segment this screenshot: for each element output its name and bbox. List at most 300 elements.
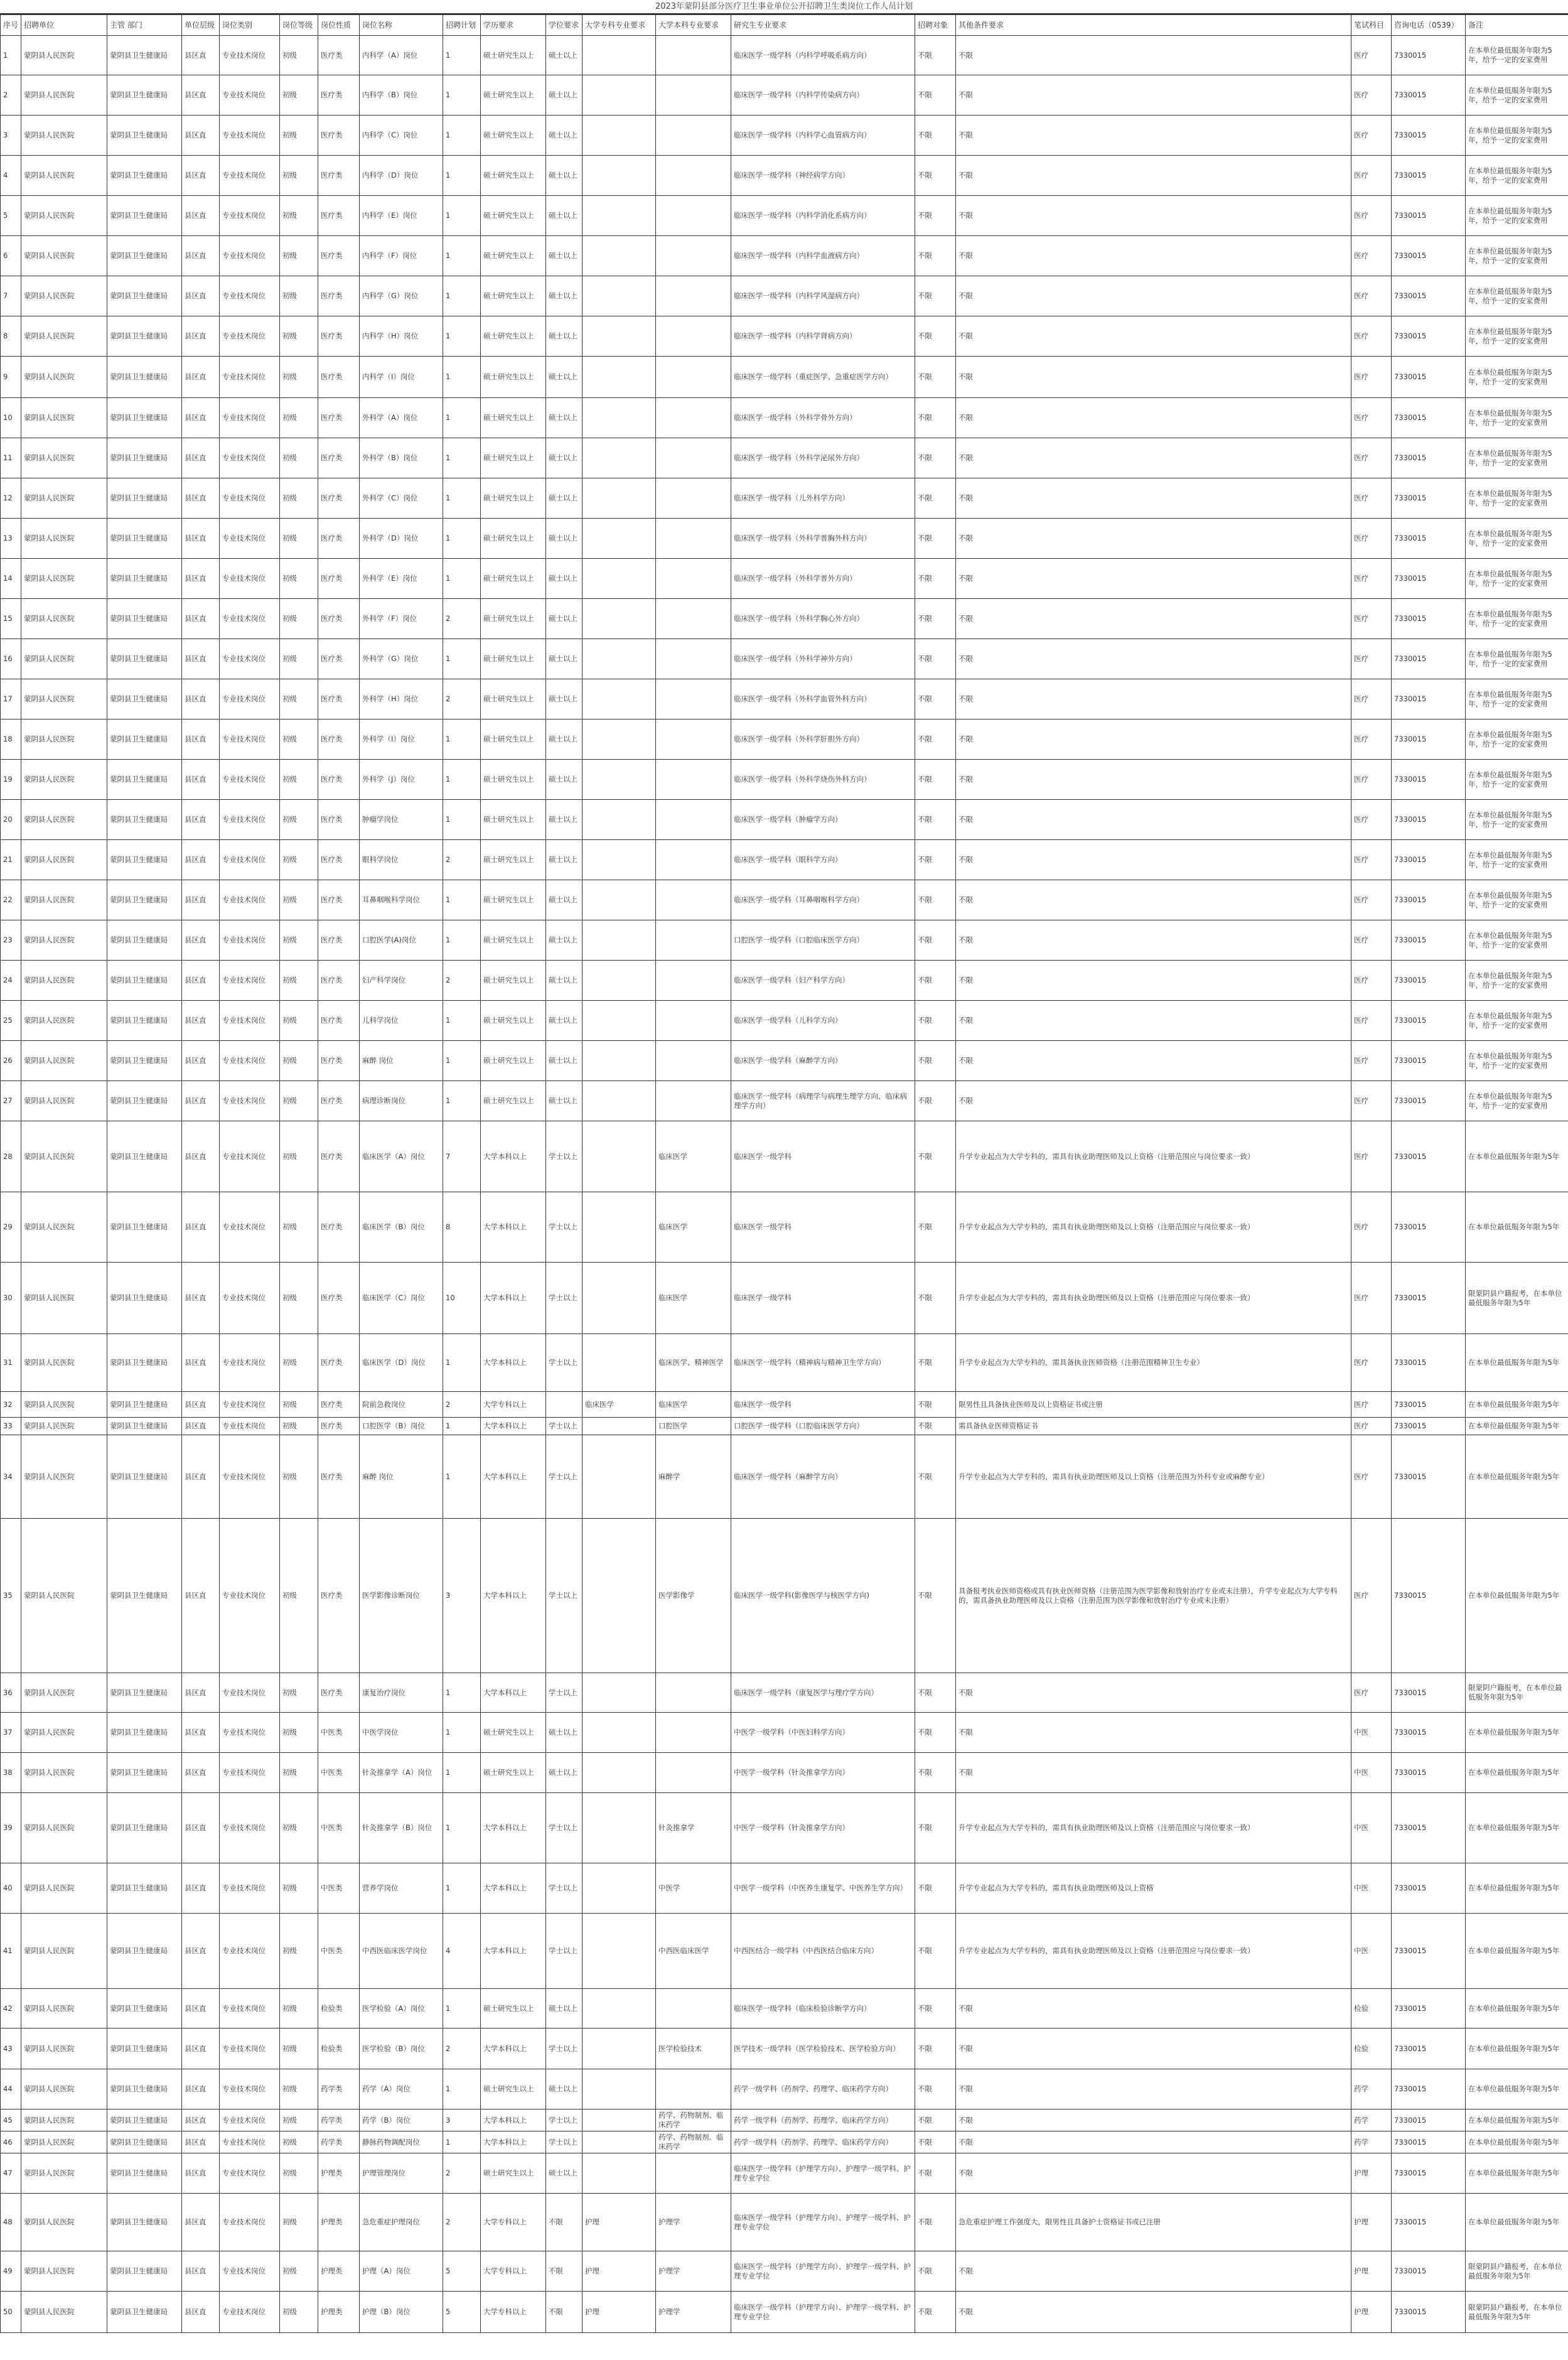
cell-college-major <box>583 1263 656 1334</box>
cell-remarks: 在本单位最低服务年限为5年，给予一定的安家费用 <box>1466 1041 1568 1081</box>
cell-post-nature: 医疗类 <box>318 196 360 236</box>
cell-unit: 蒙阴县人民医院 <box>21 1673 107 1713</box>
cell-post-category: 专业技术岗位 <box>220 1914 280 1989</box>
cell-unit: 蒙阴县人民医院 <box>21 2131 107 2153</box>
cell-index: 29 <box>1 1192 21 1263</box>
cell-post-nature: 医疗类 <box>318 719 360 760</box>
cell-education: 大学本科以上 <box>481 1263 546 1334</box>
cell-other-requirements: 不限 <box>956 1041 1351 1081</box>
cell-graduate-major: 临床医学一级学科（外科学胸心外方向） <box>731 599 915 639</box>
cell-post-grade: 初级 <box>280 2194 318 2251</box>
cell-post-category: 专业技术岗位 <box>220 1519 280 1673</box>
cell-remarks: 在本单位最低服务年限为5年 <box>1466 2153 1568 2194</box>
cell-plan-count: 10 <box>443 1263 481 1334</box>
cell-bachelor-major: 临床医学、精神医学 <box>656 1334 731 1392</box>
cell-remarks: 在本单位最低服务年限为5年，给予一定的安家费用 <box>1466 961 1568 1001</box>
cell-phone: 7330015 <box>1392 1713 1466 1753</box>
cell-unit: 蒙阴县人民医院 <box>21 1519 107 1673</box>
cell-exam-subject: 医疗 <box>1351 75 1392 116</box>
cell-other-requirements: 不限 <box>956 1081 1351 1121</box>
cell-plan-count: 1 <box>443 1041 481 1081</box>
cell-post-category: 专业技术岗位 <box>220 75 280 116</box>
cell-unit: 蒙阴县人民医院 <box>21 1392 107 1418</box>
cell-target: 不限 <box>915 1418 956 1435</box>
cell-post-name: 护理（B）岗位 <box>360 2292 443 2333</box>
cell-exam-subject: 医疗 <box>1351 1418 1392 1435</box>
cell-department: 蒙阴县卫生健康局 <box>107 1418 182 1435</box>
cell-college-major <box>583 1914 656 1989</box>
cell-remarks: 限蒙阴县户籍报考，在本单位最低服务年限为5年 <box>1466 2292 1568 2333</box>
cell-bachelor-major: 中医学 <box>656 1863 731 1914</box>
cell-post-nature: 医疗类 <box>318 1081 360 1121</box>
cell-post-nature: 医疗类 <box>318 559 360 599</box>
cell-degree: 硕士以上 <box>546 196 583 236</box>
cell-unit: 蒙阴县人民医院 <box>21 719 107 760</box>
cell-post-category: 专业技术岗位 <box>220 719 280 760</box>
table-row <box>1 1673 1568 1713</box>
cell-other-requirements: 不限 <box>956 316 1351 357</box>
cell-exam-subject: 医疗 <box>1351 1519 1392 1673</box>
cell-post-nature: 医疗类 <box>318 800 360 840</box>
cell-other-requirements: 不限 <box>956 236 1351 276</box>
table-row <box>1 880 1568 920</box>
cell-college-major <box>583 2029 656 2069</box>
cell-exam-subject: 医疗 <box>1351 760 1392 800</box>
header-exam-subject: 笔试科目 <box>1351 15 1392 36</box>
cell-exam-subject: 医疗 <box>1351 1041 1392 1081</box>
cell-unit: 蒙阴县人民医院 <box>21 519 107 559</box>
cell-phone: 7330015 <box>1392 2069 1466 2109</box>
cell-plan-count: 5 <box>443 2251 481 2292</box>
cell-phone: 7330015 <box>1392 559 1466 599</box>
cell-level: 县区直 <box>182 920 220 961</box>
cell-post-grade: 初级 <box>280 1001 318 1041</box>
cell-target: 不限 <box>915 1863 956 1914</box>
cell-post-name: 中医学岗位 <box>360 1713 443 1753</box>
table-row <box>1 961 1568 1001</box>
cell-bachelor-major: 中西医临床医学 <box>656 1914 731 1989</box>
cell-phone: 7330015 <box>1392 961 1466 1001</box>
cell-post-category: 专业技术岗位 <box>220 478 280 519</box>
cell-post-name: 内科学（E）岗位 <box>360 196 443 236</box>
cell-other-requirements: 具备报考执业医师资格或具有执业医师资格（注册范围为医学影像和放射治疗专业或未注册），升学专业起点为大学专科的，需具备执业助理医师及以上资格（注册范围为医学影像和放射治疗专业或未注册） <box>956 1519 1351 1673</box>
cell-post-nature: 医疗类 <box>318 880 360 920</box>
cell-target: 不限 <box>915 196 956 236</box>
cell-other-requirements: 不限 <box>956 478 1351 519</box>
cell-department: 蒙阴县卫生健康局 <box>107 276 182 316</box>
cell-post-category: 专业技术岗位 <box>220 236 280 276</box>
cell-remarks: 在本单位最低服务年限为5年 <box>1466 1753 1568 1793</box>
cell-post-name: 内科学（B）岗位 <box>360 75 443 116</box>
cell-post-name: 内科学（F）岗位 <box>360 236 443 276</box>
cell-target: 不限 <box>915 478 956 519</box>
table-row <box>1 1793 1568 1863</box>
cell-education: 硕士研究生以上 <box>481 1001 546 1041</box>
cell-unit: 蒙阴县人民医院 <box>21 1192 107 1263</box>
cell-post-nature: 医疗类 <box>318 438 360 478</box>
header-bachelor-major: 大学本科专业要求 <box>656 15 731 36</box>
cell-education: 硕士研究生以上 <box>481 236 546 276</box>
cell-post-name: 内科学（H）岗位 <box>360 316 443 357</box>
cell-target: 不限 <box>915 599 956 639</box>
cell-plan-count: 1 <box>443 1001 481 1041</box>
cell-post-name: 外科学（D）岗位 <box>360 519 443 559</box>
cell-bachelor-major <box>656 236 731 276</box>
cell-unit: 蒙阴县人民医院 <box>21 357 107 398</box>
cell-post-grade: 初级 <box>280 2251 318 2292</box>
cell-index: 5 <box>1 196 21 236</box>
cell-graduate-major: 临床医学一级学科(影像医学与核医学方向) <box>731 1519 915 1673</box>
cell-education: 硕士研究生以上 <box>481 760 546 800</box>
cell-college-major <box>583 1753 656 1793</box>
cell-department: 蒙阴县卫生健康局 <box>107 961 182 1001</box>
cell-college-major <box>583 559 656 599</box>
cell-level: 县区直 <box>182 1863 220 1914</box>
cell-education: 硕士研究生以上 <box>481 559 546 599</box>
cell-post-nature: 检验类 <box>318 1989 360 2029</box>
cell-bachelor-major <box>656 398 731 438</box>
cell-department: 蒙阴县卫生健康局 <box>107 2251 182 2292</box>
cell-post-grade: 初级 <box>280 1041 318 1081</box>
cell-degree: 硕士以上 <box>546 559 583 599</box>
cell-post-category: 专业技术岗位 <box>220 961 280 1001</box>
cell-bachelor-major: 针灸推拿学 <box>656 1793 731 1863</box>
cell-college-major <box>583 36 656 75</box>
cell-department: 蒙阴县卫生健康局 <box>107 1192 182 1263</box>
cell-education: 硕士研究生以上 <box>481 1753 546 1793</box>
cell-remarks: 在本单位最低服务年限为5年，给予一定的安家费用 <box>1466 1081 1568 1121</box>
table-row <box>1 599 1568 639</box>
cell-plan-count: 1 <box>443 1081 481 1121</box>
cell-post-nature: 医疗类 <box>318 316 360 357</box>
cell-department: 蒙阴县卫生健康局 <box>107 559 182 599</box>
cell-phone: 7330015 <box>1392 880 1466 920</box>
cell-bachelor-major: 临床医学 <box>656 1263 731 1334</box>
cell-exam-subject: 护理 <box>1351 2153 1392 2194</box>
cell-post-name: 药学（B）岗位 <box>360 2109 443 2131</box>
cell-phone: 7330015 <box>1392 920 1466 961</box>
header-post-nature: 岗位性质 <box>318 15 360 36</box>
cell-post-grade: 初级 <box>280 1914 318 1989</box>
cell-graduate-major: 临床医学一级学科 <box>731 1121 915 1192</box>
cell-phone: 7330015 <box>1392 1673 1466 1713</box>
cell-phone: 7330015 <box>1392 1001 1466 1041</box>
cell-index: 25 <box>1 1001 21 1041</box>
cell-target: 不限 <box>915 760 956 800</box>
cell-post-grade: 初级 <box>280 679 318 719</box>
cell-plan-count: 1 <box>443 1673 481 1713</box>
cell-post-nature: 医疗类 <box>318 1392 360 1418</box>
cell-target: 不限 <box>915 156 956 196</box>
cell-post-nature: 医疗类 <box>318 599 360 639</box>
cell-other-requirements: 不限 <box>956 2029 1351 2069</box>
cell-phone: 7330015 <box>1392 1041 1466 1081</box>
cell-post-name: 外科学（J）岗位 <box>360 760 443 800</box>
cell-bachelor-major: 临床医学 <box>656 1392 731 1418</box>
cell-index: 15 <box>1 599 21 639</box>
header-remarks: 备注 <box>1466 15 1568 36</box>
cell-degree: 硕士以上 <box>546 961 583 1001</box>
cell-post-nature: 药学类 <box>318 2069 360 2109</box>
cell-post-nature: 护理类 <box>318 2153 360 2194</box>
cell-level: 县区直 <box>182 1041 220 1081</box>
cell-post-category: 专业技术岗位 <box>220 1793 280 1863</box>
cell-post-category: 专业技术岗位 <box>220 36 280 75</box>
cell-unit: 蒙阴县人民医院 <box>21 2069 107 2109</box>
cell-plan-count: 1 <box>443 800 481 840</box>
cell-degree: 学士以上 <box>546 2131 583 2153</box>
cell-phone: 7330015 <box>1392 2131 1466 2153</box>
cell-degree: 硕士以上 <box>546 679 583 719</box>
cell-plan-count: 1 <box>443 478 481 519</box>
cell-plan-count: 3 <box>443 2109 481 2131</box>
cell-unit: 蒙阴县人民医院 <box>21 1081 107 1121</box>
cell-target: 不限 <box>915 2194 956 2251</box>
recruitment-table <box>0 14 1568 2333</box>
cell-bachelor-major <box>656 36 731 75</box>
cell-post-nature: 医疗类 <box>318 1418 360 1435</box>
cell-other-requirements: 不限 <box>956 519 1351 559</box>
cell-level: 县区直 <box>182 276 220 316</box>
cell-department: 蒙阴县卫生健康局 <box>107 438 182 478</box>
cell-index: 17 <box>1 679 21 719</box>
cell-graduate-major: 临床医学一级学科（病理学与病理生理学方向、临床病理学方向） <box>731 1081 915 1121</box>
cell-other-requirements: 不限 <box>956 1673 1351 1713</box>
cell-education: 硕士研究生以上 <box>481 840 546 880</box>
cell-other-requirements: 不限 <box>956 2109 1351 2131</box>
cell-index: 40 <box>1 1863 21 1914</box>
cell-level: 县区直 <box>182 1914 220 1989</box>
cell-college-major <box>583 760 656 800</box>
cell-college-major: 临床医学 <box>583 1392 656 1418</box>
cell-post-name: 外科学（B）岗位 <box>360 438 443 478</box>
cell-level: 县区直 <box>182 1713 220 1753</box>
cell-remarks: 在本单位最低服务年限为5年 <box>1466 2029 1568 2069</box>
cell-index: 47 <box>1 2153 21 2194</box>
cell-index: 28 <box>1 1121 21 1192</box>
cell-graduate-major: 临床医学一级学科（内科学消化系病方向） <box>731 196 915 236</box>
cell-department: 蒙阴县卫生健康局 <box>107 840 182 880</box>
cell-other-requirements: 升学专业起点为大学专科的，需具备执业医师资格（注册范围精神卫生专业） <box>956 1334 1351 1392</box>
cell-college-major <box>583 2131 656 2153</box>
cell-unit: 蒙阴县人民医院 <box>21 1793 107 1863</box>
cell-phone: 7330015 <box>1392 1418 1466 1435</box>
cell-remarks: 在本单位最低服务年限为5年，给予一定的安家费用 <box>1466 880 1568 920</box>
cell-exam-subject: 医疗 <box>1351 599 1392 639</box>
cell-target: 不限 <box>915 1989 956 2029</box>
cell-phone: 7330015 <box>1392 2109 1466 2131</box>
cell-post-nature: 医疗类 <box>318 760 360 800</box>
cell-level: 县区直 <box>182 236 220 276</box>
cell-education: 大学本科以上 <box>481 1121 546 1192</box>
cell-remarks: 在本单位最低服务年限为5年 <box>1466 1121 1568 1192</box>
header-post-category: 岗位类别 <box>220 15 280 36</box>
cell-target: 不限 <box>915 1041 956 1081</box>
cell-post-name: 临床医学（B）岗位 <box>360 1192 443 1263</box>
cell-index: 37 <box>1 1713 21 1753</box>
cell-education: 硕士研究生以上 <box>481 316 546 357</box>
cell-bachelor-major <box>656 116 731 156</box>
cell-remarks: 在本单位最低服务年限为5年 <box>1466 1519 1568 1673</box>
cell-post-nature: 医疗类 <box>318 920 360 961</box>
cell-level: 县区直 <box>182 639 220 679</box>
cell-degree: 硕士以上 <box>546 639 583 679</box>
cell-post-name: 外科学（F）岗位 <box>360 599 443 639</box>
table-row <box>1 1989 1568 2029</box>
cell-college-major <box>583 961 656 1001</box>
cell-other-requirements: 不限 <box>956 116 1351 156</box>
cell-level: 县区直 <box>182 1121 220 1192</box>
cell-plan-count: 2 <box>443 840 481 880</box>
table-row <box>1 2194 1568 2251</box>
cell-target: 不限 <box>915 1081 956 1121</box>
cell-department: 蒙阴县卫生健康局 <box>107 316 182 357</box>
cell-plan-count: 8 <box>443 1192 481 1263</box>
cell-post-grade: 初级 <box>280 599 318 639</box>
cell-other-requirements: 需具备执业医师资格证书 <box>956 1418 1351 1435</box>
cell-remarks: 限蒙阴县户籍报考，在本单位最低服务年限为5年 <box>1466 1263 1568 1334</box>
cell-post-category: 专业技术岗位 <box>220 357 280 398</box>
table-row <box>1 276 1568 316</box>
cell-post-grade: 初级 <box>280 1435 318 1519</box>
cell-target: 不限 <box>915 357 956 398</box>
cell-education: 大学本科以上 <box>481 1863 546 1914</box>
cell-education: 大学本科以上 <box>481 1435 546 1519</box>
cell-phone: 7330015 <box>1392 236 1466 276</box>
cell-post-name: 康复治疗岗位 <box>360 1673 443 1713</box>
cell-post-nature: 医疗类 <box>318 156 360 196</box>
cell-unit: 蒙阴县人民医院 <box>21 559 107 599</box>
cell-unit: 蒙阴县人民医院 <box>21 2194 107 2251</box>
cell-exam-subject: 医疗 <box>1351 1121 1392 1192</box>
cell-unit: 蒙阴县人民医院 <box>21 961 107 1001</box>
cell-index: 3 <box>1 116 21 156</box>
header-target: 招聘对象 <box>915 15 956 36</box>
cell-plan-count: 1 <box>443 1334 481 1392</box>
cell-unit: 蒙阴县人民医院 <box>21 2109 107 2131</box>
cell-college-major <box>583 880 656 920</box>
cell-other-requirements: 不限 <box>956 156 1351 196</box>
cell-remarks: 在本单位最低服务年限为5年 <box>1466 1392 1568 1418</box>
cell-education: 硕士研究生以上 <box>481 116 546 156</box>
cell-phone: 7330015 <box>1392 719 1466 760</box>
cell-unit: 蒙阴县人民医院 <box>21 840 107 880</box>
cell-plan-count: 2 <box>443 2153 481 2194</box>
cell-post-grade: 初级 <box>280 2109 318 2131</box>
cell-department: 蒙阴县卫生健康局 <box>107 1001 182 1041</box>
cell-education: 大学本科以上 <box>481 1673 546 1713</box>
cell-post-grade: 初级 <box>280 1081 318 1121</box>
cell-phone: 7330015 <box>1392 639 1466 679</box>
cell-level: 县区直 <box>182 1418 220 1435</box>
cell-index: 38 <box>1 1753 21 1793</box>
cell-level: 县区直 <box>182 961 220 1001</box>
cell-index: 1 <box>1 36 21 75</box>
cell-exam-subject: 医疗 <box>1351 1263 1392 1334</box>
cell-degree: 硕士以上 <box>546 36 583 75</box>
cell-remarks: 在本单位最低服务年限为5年，给予一定的安家费用 <box>1466 236 1568 276</box>
cell-education: 硕士研究生以上 <box>481 880 546 920</box>
cell-exam-subject: 医疗 <box>1351 438 1392 478</box>
cell-remarks: 在本单位最低服务年限为5年 <box>1466 1713 1568 1753</box>
cell-department: 蒙阴县卫生健康局 <box>107 196 182 236</box>
cell-post-grade: 初级 <box>280 156 318 196</box>
cell-index: 6 <box>1 236 21 276</box>
cell-index: 36 <box>1 1673 21 1713</box>
cell-post-category: 专业技术岗位 <box>220 1863 280 1914</box>
cell-post-grade: 初级 <box>280 2292 318 2333</box>
cell-graduate-major: 临床医学一级学科（护理学方向）、护理学一级学科、护理专业学位 <box>731 2292 915 2333</box>
cell-phone: 7330015 <box>1392 2251 1466 2292</box>
cell-unit: 蒙阴县人民医院 <box>21 316 107 357</box>
cell-college-major <box>583 75 656 116</box>
cell-department: 蒙阴县卫生健康局 <box>107 2109 182 2131</box>
cell-remarks: 在本单位最低服务年限为5年，给予一定的安家费用 <box>1466 559 1568 599</box>
cell-index: 20 <box>1 800 21 840</box>
cell-department: 蒙阴县卫生健康局 <box>107 920 182 961</box>
cell-plan-count: 1 <box>443 639 481 679</box>
cell-post-name: 内科学（D）岗位 <box>360 156 443 196</box>
cell-exam-subject: 医疗 <box>1351 357 1392 398</box>
cell-exam-subject: 检验 <box>1351 1989 1392 2029</box>
cell-department: 蒙阴县卫生健康局 <box>107 1673 182 1713</box>
cell-education: 大学本科以上 <box>481 1334 546 1392</box>
cell-graduate-major: 临床医学一级学科（外科学骨外方向） <box>731 398 915 438</box>
cell-department: 蒙阴县卫生健康局 <box>107 1334 182 1392</box>
cell-post-name: 外科学（C）岗位 <box>360 478 443 519</box>
cell-post-grade: 初级 <box>280 961 318 1001</box>
cell-target: 不限 <box>915 639 956 679</box>
cell-exam-subject: 医疗 <box>1351 116 1392 156</box>
cell-level: 县区直 <box>182 2131 220 2153</box>
cell-post-grade: 初级 <box>280 760 318 800</box>
cell-other-requirements: 不限 <box>956 2292 1351 2333</box>
cell-exam-subject: 医疗 <box>1351 196 1392 236</box>
cell-post-grade: 初级 <box>280 559 318 599</box>
cell-level: 县区直 <box>182 1392 220 1418</box>
cell-target: 不限 <box>915 276 956 316</box>
cell-post-nature: 医疗类 <box>318 1041 360 1081</box>
cell-college-major <box>583 800 656 840</box>
cell-department: 蒙阴县卫生健康局 <box>107 1392 182 1418</box>
cell-level: 县区直 <box>182 599 220 639</box>
cell-post-name: 内科学（G）岗位 <box>360 276 443 316</box>
cell-graduate-major: 中医学一级学科（针灸推拿学方向） <box>731 1793 915 1863</box>
table-row <box>1 639 1568 679</box>
cell-level: 县区直 <box>182 398 220 438</box>
cell-plan-count: 1 <box>443 1793 481 1863</box>
cell-phone: 7330015 <box>1392 2292 1466 2333</box>
cell-post-category: 专业技术岗位 <box>220 398 280 438</box>
cell-remarks: 在本单位最低服务年限为5年 <box>1466 2194 1568 2251</box>
cell-post-nature: 医疗类 <box>318 679 360 719</box>
cell-index: 23 <box>1 920 21 961</box>
cell-college-major <box>583 1435 656 1519</box>
cell-degree: 硕士以上 <box>546 116 583 156</box>
cell-level: 县区直 <box>182 679 220 719</box>
cell-bachelor-major <box>656 1989 731 2029</box>
cell-bachelor-major: 护理学 <box>656 2251 731 2292</box>
cell-college-major <box>583 1192 656 1263</box>
cell-degree: 硕士以上 <box>546 2153 583 2194</box>
cell-degree: 学士以上 <box>546 1121 583 1192</box>
cell-degree: 硕士以上 <box>546 316 583 357</box>
cell-post-name: 外科学（A）岗位 <box>360 398 443 438</box>
cell-graduate-major: 临床医学一级学科（妇产科学方向） <box>731 961 915 1001</box>
cell-phone: 7330015 <box>1392 2153 1466 2194</box>
cell-graduate-major: 临床医学一级学科（儿科学方向） <box>731 1001 915 1041</box>
cell-index: 34 <box>1 1435 21 1519</box>
